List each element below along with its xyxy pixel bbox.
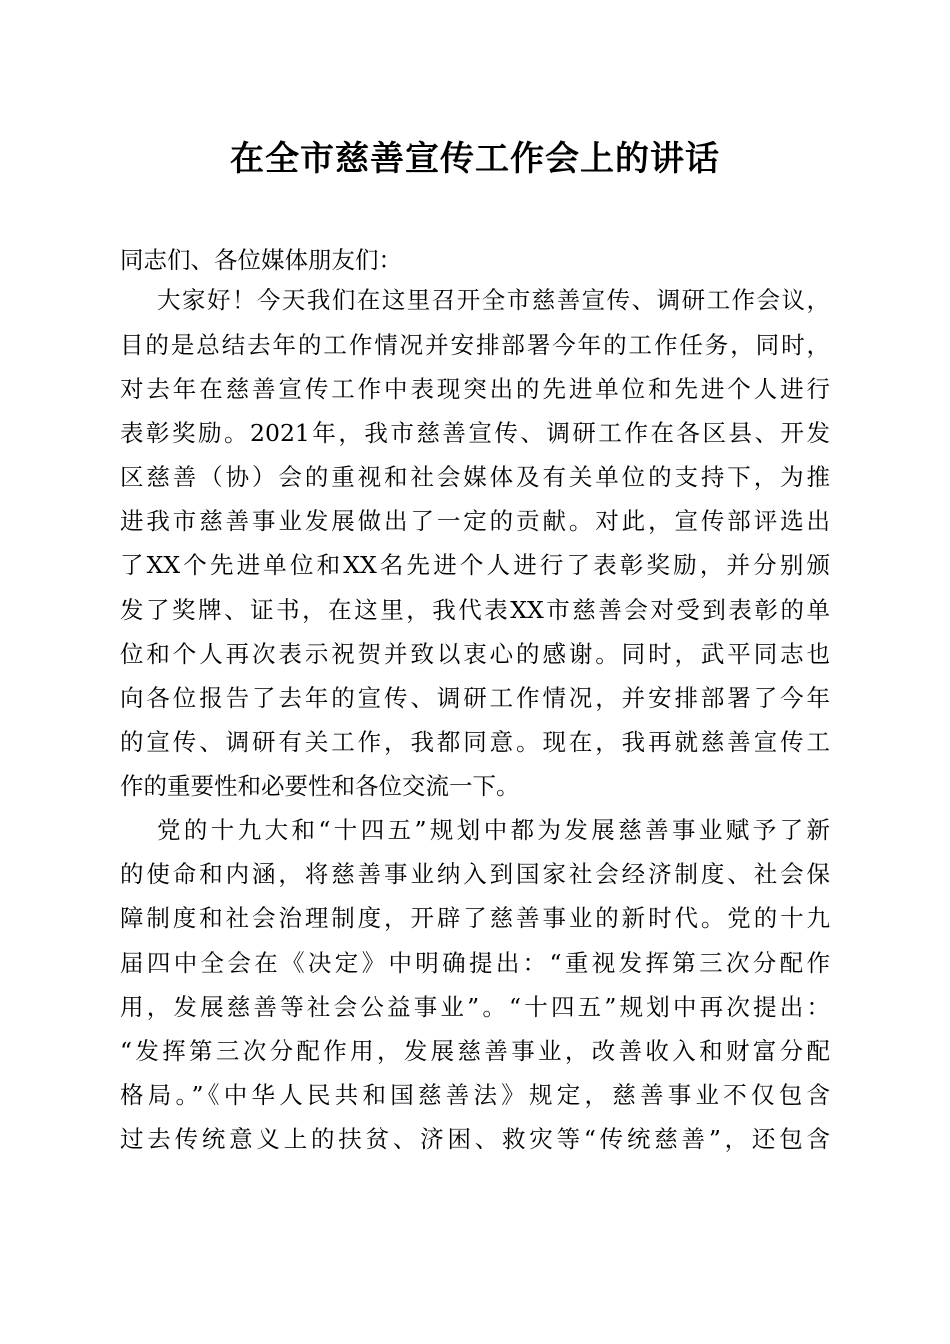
text-line: 表彰奖励。2021年，我市慈善宣传、调研工作在各区县、开发 — [120, 419, 830, 447]
text-line: 用，发展慈善等社会公益事业”。“十四五”规划中再次提出： — [120, 993, 830, 1021]
text-line: 大家好！今天我们在这里召开全市慈善宣传、调研工作会议， — [157, 286, 830, 314]
text-line: 向各位报告了去年的宣传、调研工作情况，并安排部署了今年 — [120, 684, 830, 712]
text-line: 了XX个先进单位和XX名先进个人进行了表彰奖励，并分别颁 — [120, 551, 830, 579]
text-line: 障制度和社会治理制度，开辟了慈善事业的新时代。党的十九 — [120, 904, 830, 932]
document-title: 在全市慈善宣传工作会上的讲话 — [230, 139, 720, 179]
text-line: 过去传统意义上的扶贫、济困、救灾等“传统慈善”，还包含 — [120, 1125, 830, 1153]
text-line: 进我市慈善事业发展做出了一定的贡献。对此，宣传部评选出 — [120, 507, 830, 535]
text-line: 格局。”《中华人民共和国慈善法》规定，慈善事业不仅包含 — [120, 1081, 830, 1109]
text-line: 对去年在慈善宣传工作中表现突出的先进单位和先进个人进行 — [120, 375, 830, 403]
text-line: 的使命和内涵，将慈善事业纳入到国家社会经济制度、社会保 — [120, 860, 830, 888]
text-line: 党的十九大和“十四五”规划中都为发展慈善事业赋予了新 — [157, 816, 830, 844]
text-line: 作的重要性和必要性和各位交流一下。 — [120, 772, 520, 800]
text-line: 区慈善（协）会的重视和社会媒体及有关单位的支持下，为推 — [120, 463, 830, 491]
text-line: 的宣传、调研有关工作，我都同意。现在，我再就慈善宣传工 — [120, 728, 830, 756]
text-line: 届四中全会在《决定》中明确提出：“重视发挥第三次分配作 — [120, 949, 830, 977]
text-line: 目的是总结去年的工作情况并安排部署今年的工作任务，同时， — [120, 331, 830, 359]
salutation: 同志们、各位媒体朋友们： — [120, 246, 402, 274]
text-line: “发挥第三次分配作用，发展慈善事业，改善收入和财富分配 — [120, 1037, 830, 1065]
text-line: 位和个人再次表示祝贺并致以衷心的感谢。同时，武平同志也 — [120, 640, 830, 668]
text-line: 发了奖牌、证书，在这里，我代表XX市慈善会对受到表彰的单 — [120, 596, 830, 624]
